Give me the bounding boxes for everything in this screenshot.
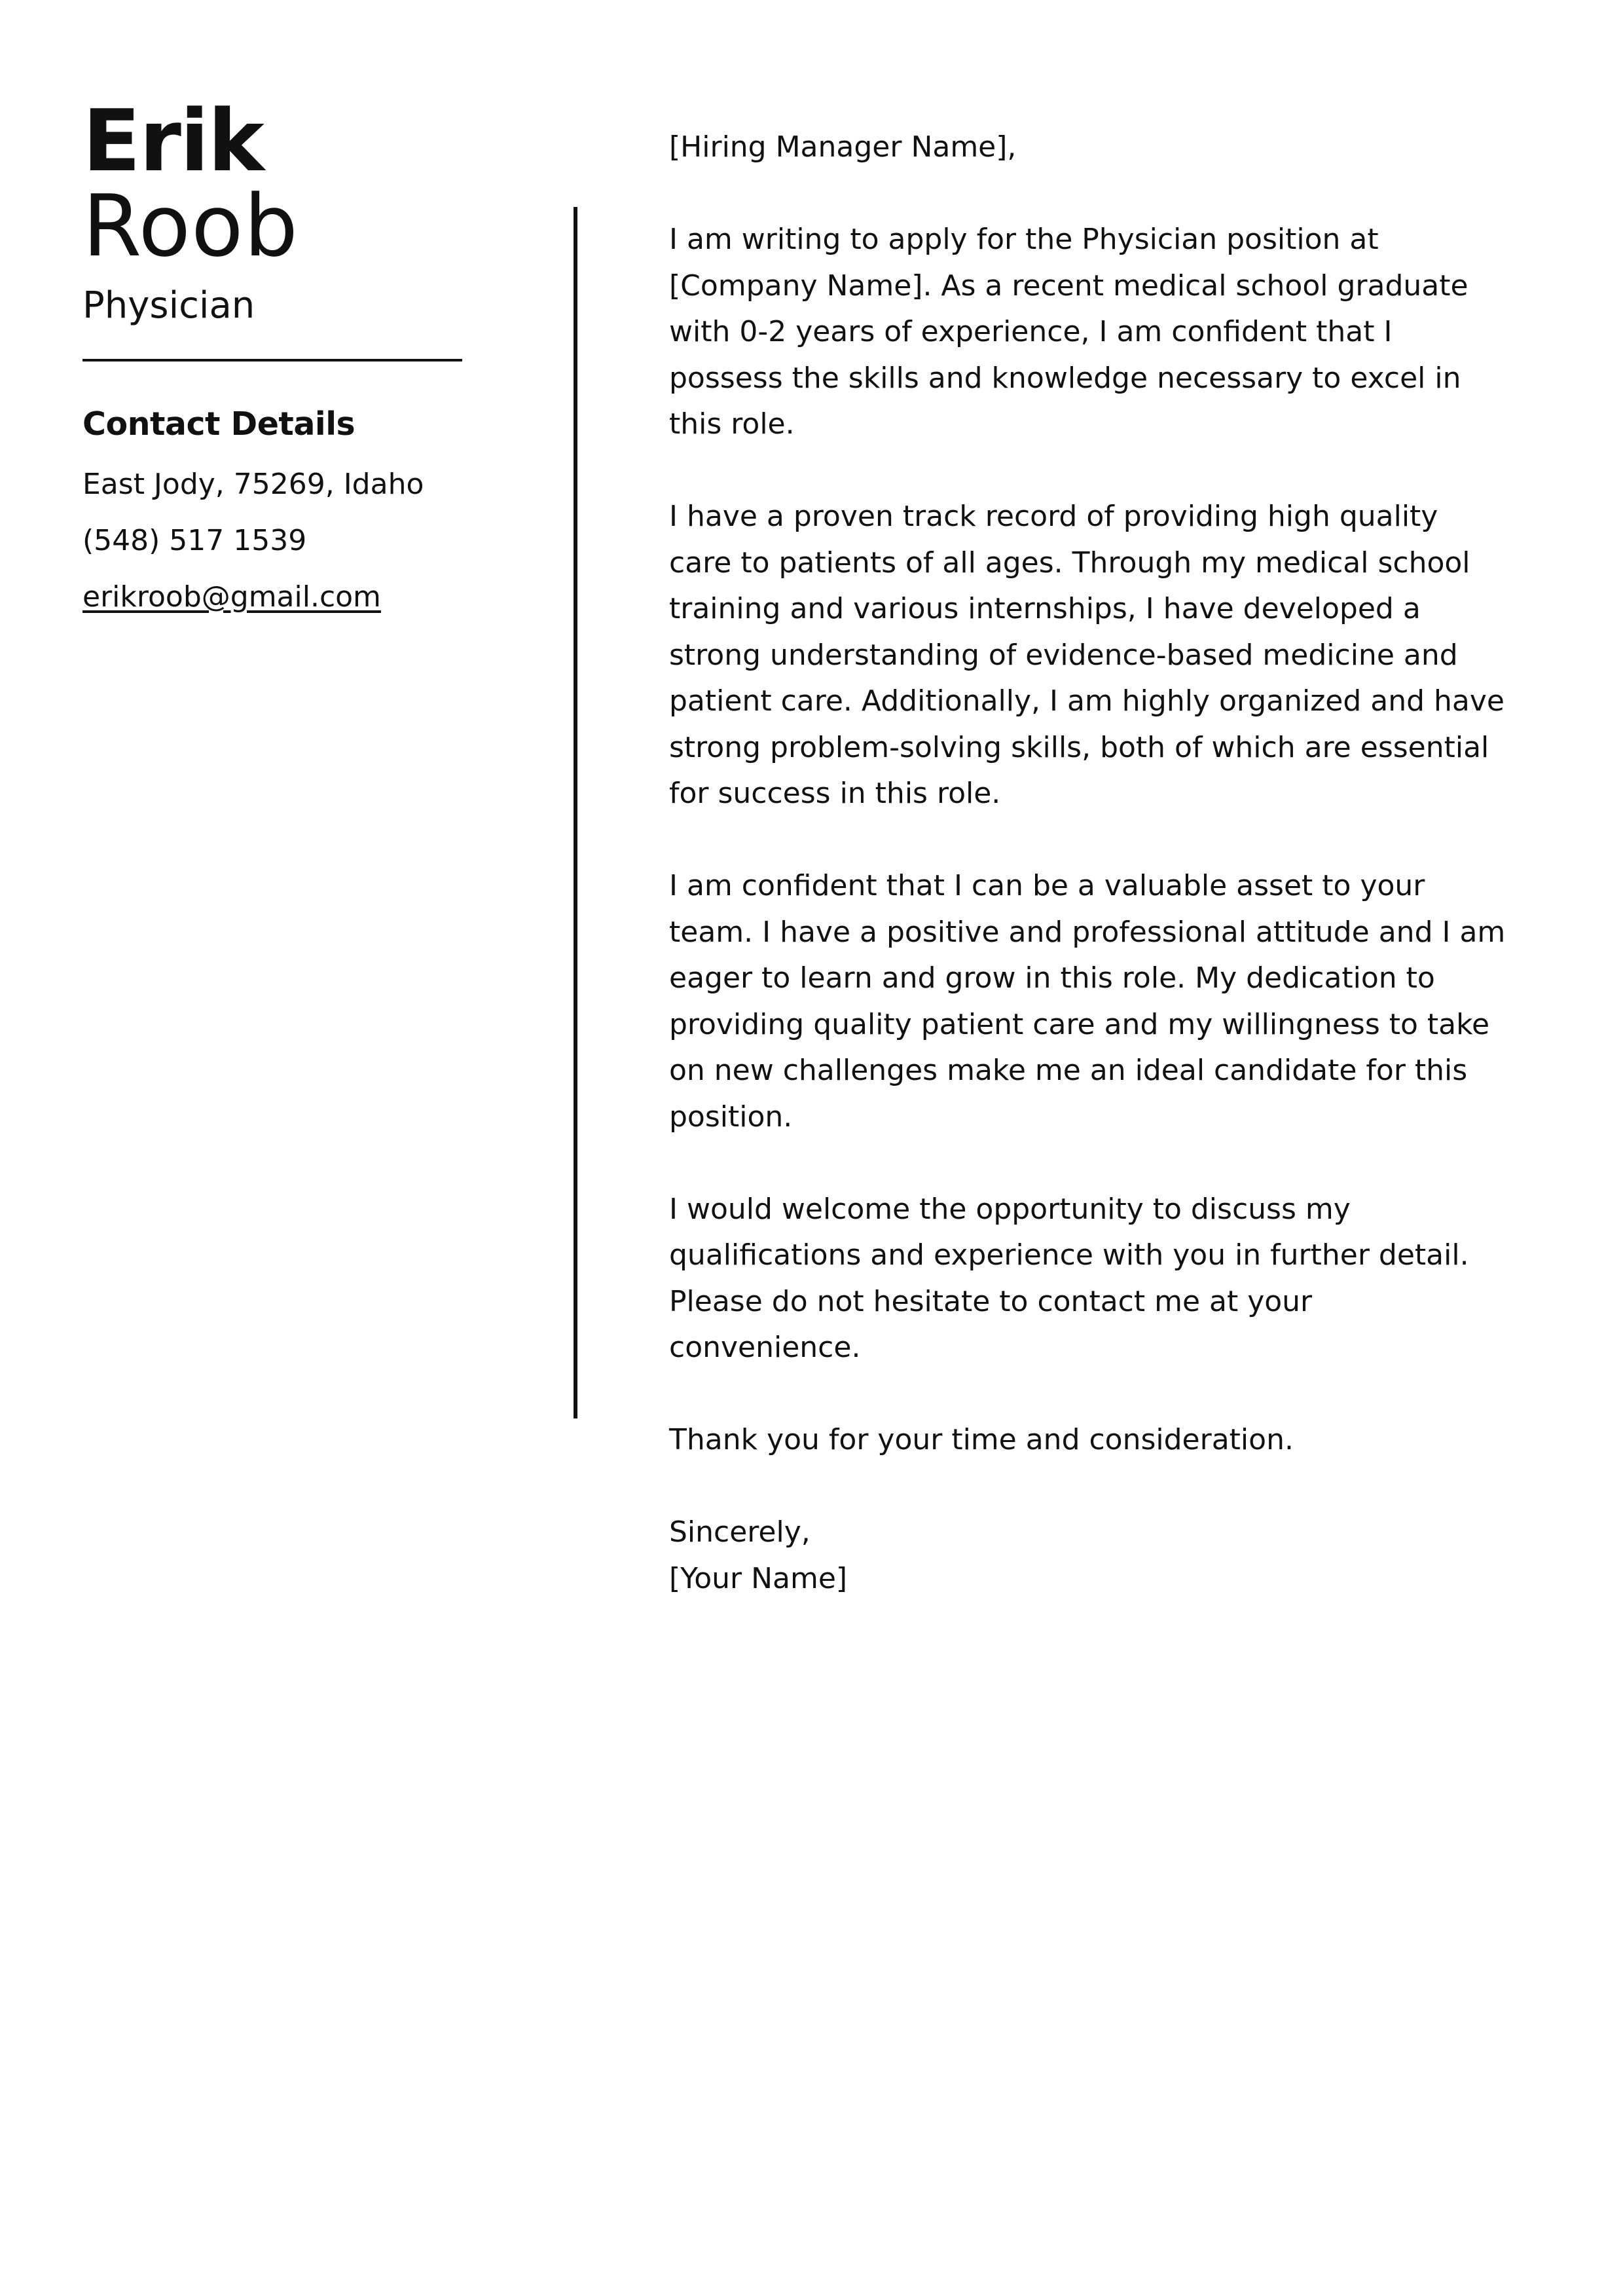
contact-address: East Jody, 75269, Idaho xyxy=(82,468,424,501)
job-title: Physician xyxy=(82,284,255,327)
title-divider xyxy=(82,359,462,361)
letter-paragraph: I am confident that I can be a valuable asset to your team. I have a positive and professional attitude and I am eager to learn and grow in this role. My dedication to providing quality patient care and my willingness to take on new challenges make me an ideal candidate for this position. xyxy=(669,869,1506,1134)
salutation: [Hiring Manager Name], xyxy=(669,130,1017,164)
signature: [Your Name] xyxy=(669,1561,848,1595)
letter-paragraph: I have a proven track record of providing high quality care to patients of all ages. Through my medical school training and various internships, I have developed a strong understanding of evidence-based medicine and patient care. Additionally, I am highly organized and have strong problem-solving skills, both of which are essential for success in this role. xyxy=(669,500,1504,810)
letter-paragraph: I would welcome the opportunity to discuss my qualifications and experience with you in further detail. Please do not hesitate to contact me at your convenience. xyxy=(669,1192,1469,1364)
first-name: Erik xyxy=(82,91,263,191)
letter-paragraph: Thank you for your time and consideration. xyxy=(669,1423,1294,1456)
letter-body xyxy=(669,124,1507,1602)
contact-heading: Contact Details xyxy=(82,405,356,443)
last-name: Roob xyxy=(82,176,299,276)
closing: Sincerely, xyxy=(669,1515,811,1549)
letter-paragraph: I am writing to apply for the Physician position at [Company Name]. As a recent medical school graduate with 0-2 years of experience, I am confident that I possess the skills and knowledge necessary to excel in this role. xyxy=(669,223,1468,441)
sidebar xyxy=(82,91,462,616)
contact-phone: (548) 517 1539 xyxy=(82,524,307,557)
vertical-divider xyxy=(574,207,577,1418)
contact-email-link[interactable]: erikroob@gmail.com xyxy=(82,580,381,614)
